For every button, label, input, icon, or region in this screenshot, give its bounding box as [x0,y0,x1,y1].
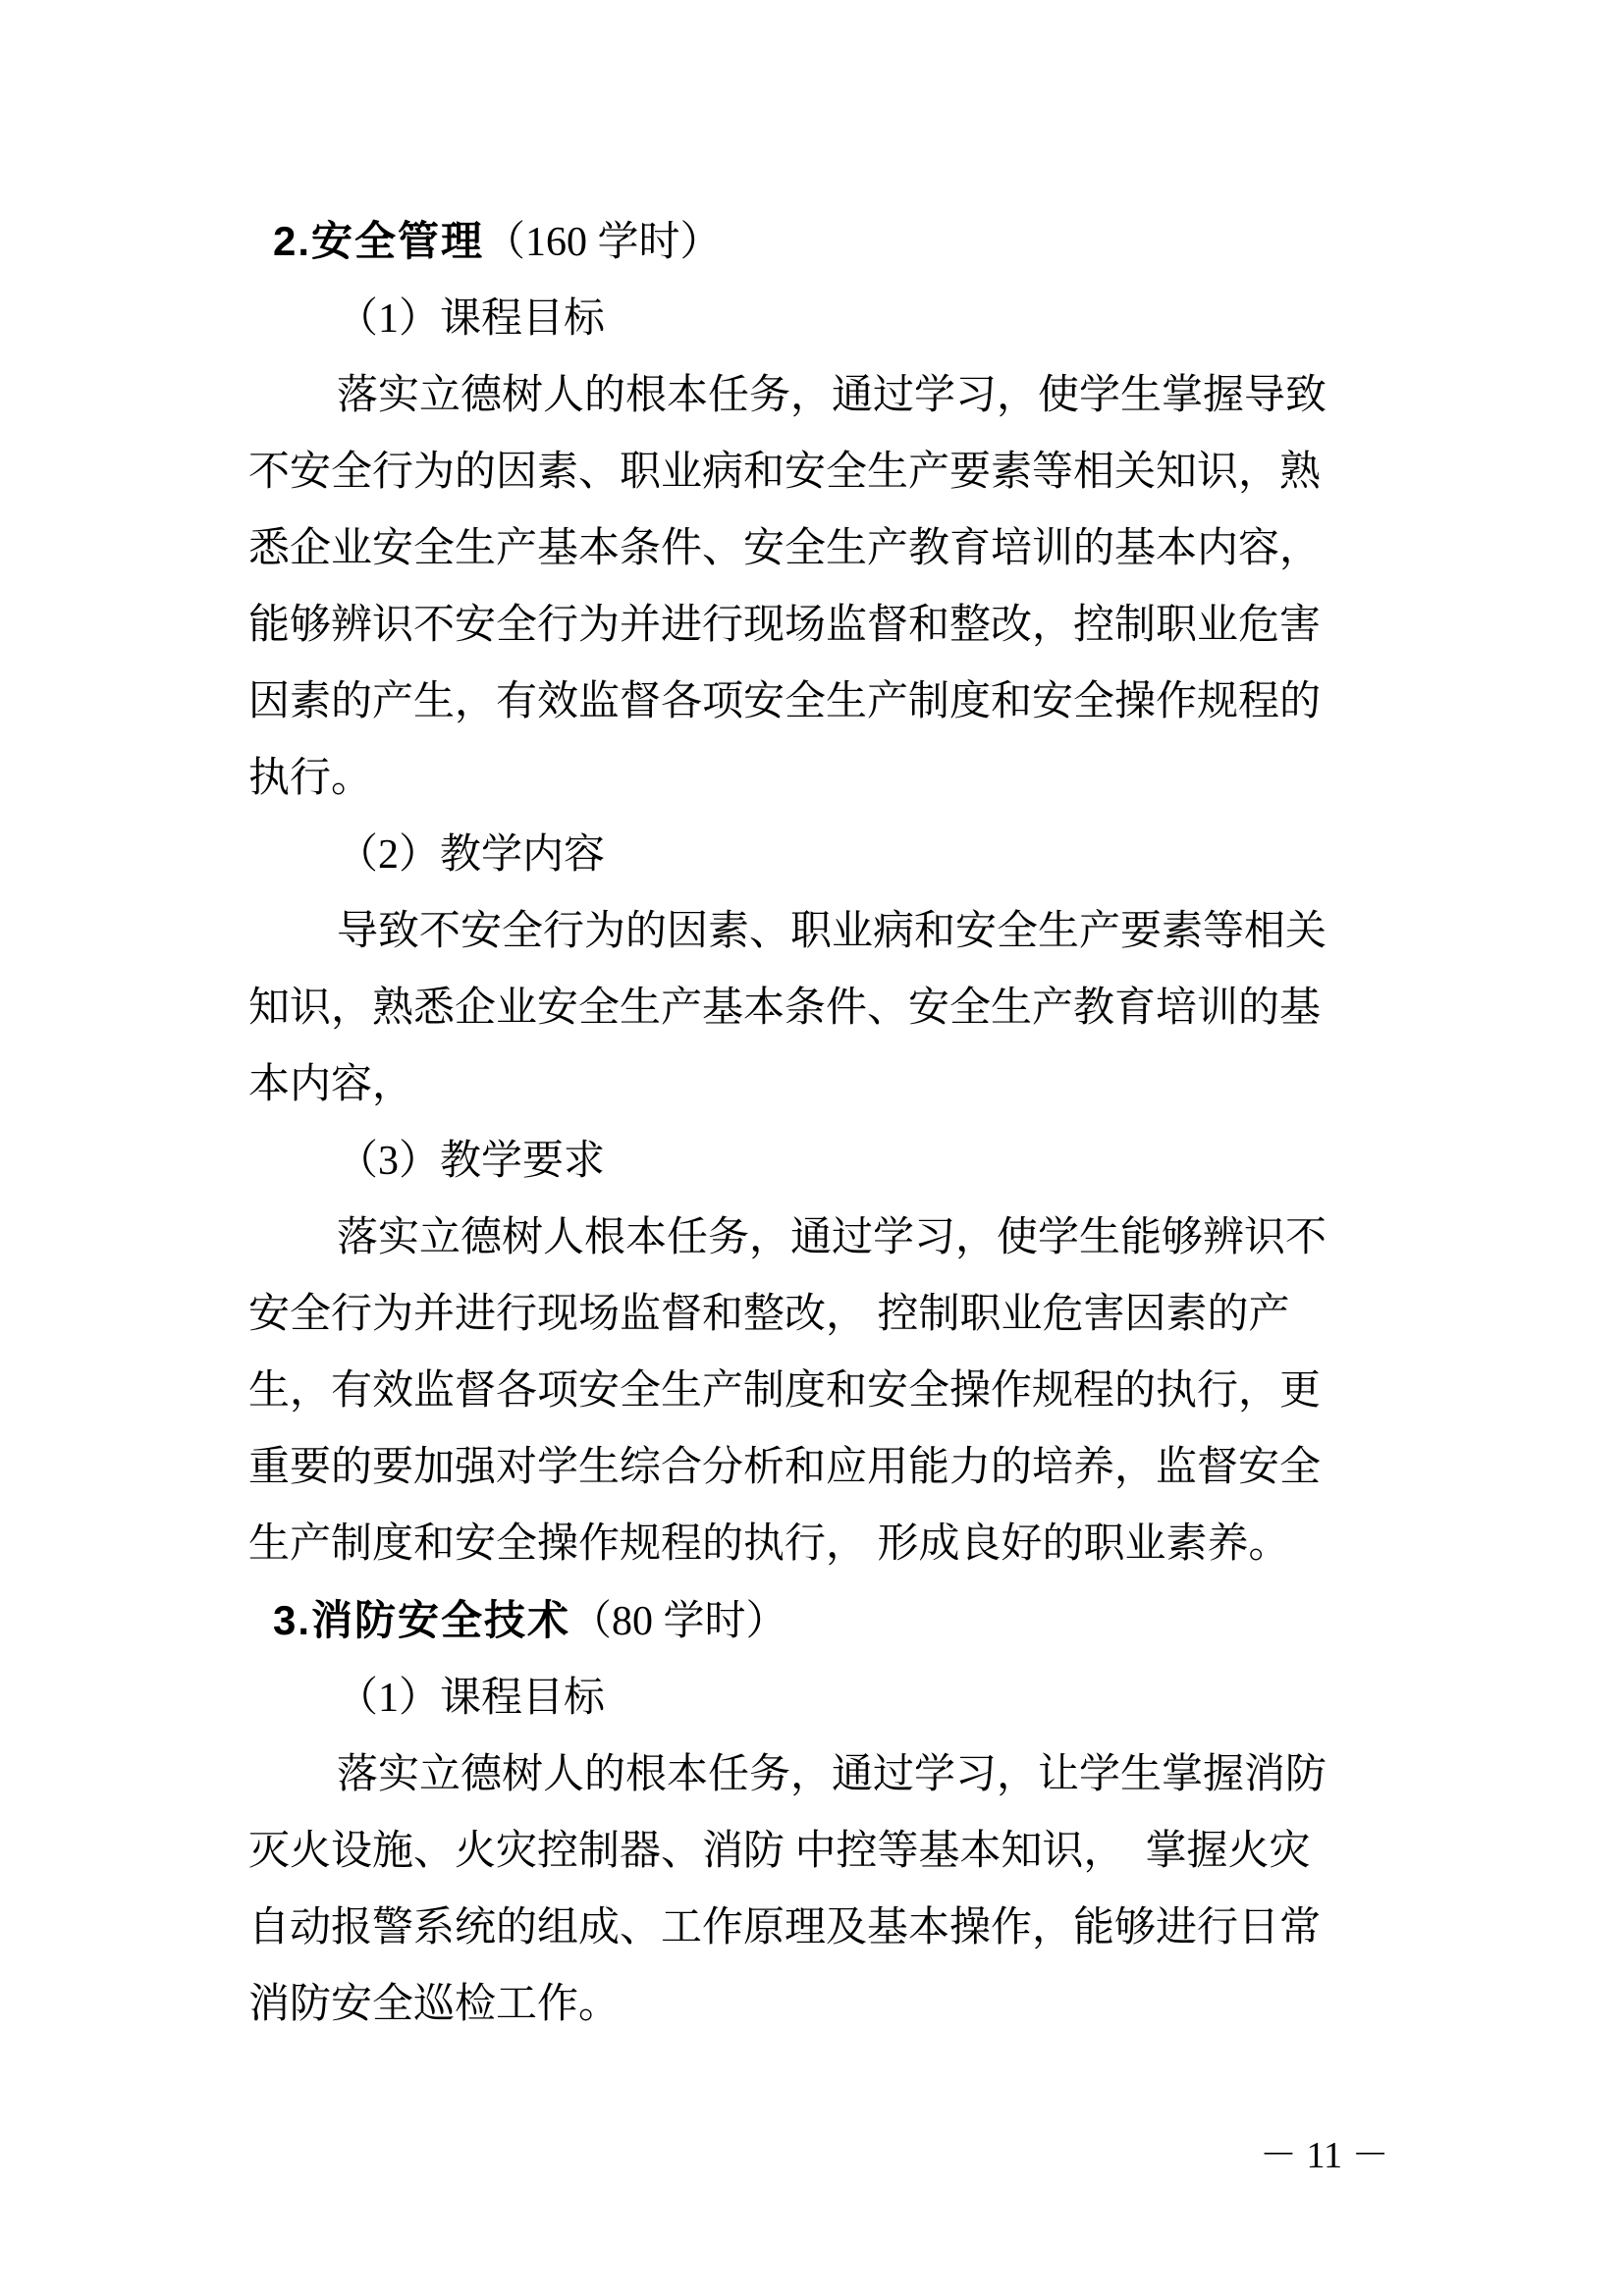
paragraph-line: 落实立德树人的根本任务，通过学习，让学生掌握消防 [337,1752,1327,1797]
paragraph-line: 能够辨识不安全行为并进行现场监督和整改，控制职业危害 [248,603,1322,648]
paragraph-course-objective-fire [248,1736,1387,2043]
subheading-course-objective: （1）课程目标 [337,296,606,342]
paragraph-line: 不安全行为的因素、职业病和安全生产要素等相关知识，熟 [248,450,1322,495]
section-heading-hours: （80 学时） [570,1599,787,1644]
paragraph-line: 落实立德树人根本任务，通过学习，使学生能够辨识不 [337,1215,1327,1260]
paragraph-line: 生产制度和安全操作规程的执行， 形成良好的职业素养。 [248,1522,1290,1567]
paragraph-line: 因素的产生，有效监督各项安全生产制度和安全操作规程的 [248,679,1322,724]
subheading-teaching-content: （2）教学内容 [337,832,606,878]
section-heading-safety-management [248,203,1387,281]
paragraph-line: 自动报警系统的组成、工作原理及基本操作，能够进行日常 [248,1905,1322,1950]
paragraph-course-objective [248,357,1387,817]
paragraph-line: 执行。 [248,756,373,801]
paragraph-teaching-content [248,893,1387,1123]
page-number: － 11 － [1260,2135,1389,2176]
subheading-teaching-requirements: （3）教学要求 [337,1139,606,1184]
paragraph-line: 灭火设施、火灾控制器、消防 中控等基本知识， 掌握火灾 [248,1829,1311,1874]
section-heading-number-title: 3.消防安全技术 [273,1597,571,1643]
subheading-course-objective: （1）课程目标 [337,1676,606,1721]
paragraph-line: 安全行为并进行现场监督和整改， 控制职业危害因素的产 [248,1292,1290,1337]
section-heading-hours: （160 学时） [484,220,722,265]
paragraph-teaching-requirements [248,1200,1387,1582]
paragraph-line: 知识，熟悉企业安全生产基本条件、安全生产教育培训的基 [248,986,1322,1031]
paragraph-line: 落实立德树人的根本任务，通过学习，使学生掌握导致 [337,373,1327,418]
paragraph-line: 悉企业安全生产基本条件、安全生产教育培训的基本内容， [248,526,1322,571]
section-heading-number-title: 2.安全管理 [273,218,485,264]
paragraph-line: 消防安全巡检工作。 [248,1982,621,2027]
paragraph-line: 导致不安全行为的因素、职业病和安全生产要素等相关 [337,909,1327,954]
document-body [248,203,1387,2043]
section-heading-fire-safety-technology [248,1582,1387,1660]
paragraph-line: 生，有效监督各项安全生产制度和安全操作规程的执行，更 [248,1368,1322,1414]
paragraph-line: 重要的要加强对学生综合分析和应用能力的培养，监督安全 [248,1445,1322,1490]
paragraph-line: 本内容， [248,1062,414,1107]
